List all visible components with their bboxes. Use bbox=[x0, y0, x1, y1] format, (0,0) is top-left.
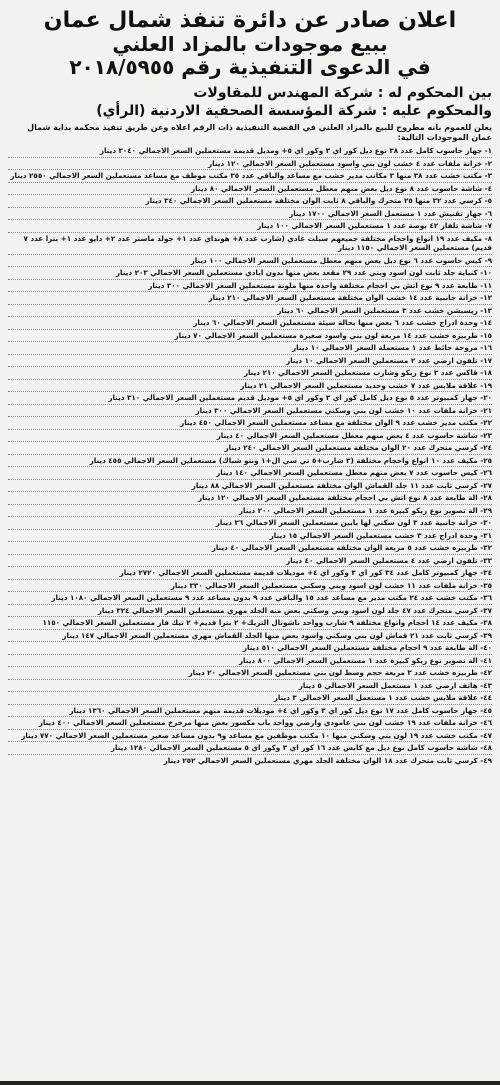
list-item: ٤٤- علاقة ملابس خشب عدد ١ مستعمل السعر الاجمالي ٣ دينار bbox=[8, 692, 492, 705]
list-item: ٣٥- خزانة ملفات عدد ١١ خشب لون اسود وبني وسكني مستعملين السعر الاجمالي ٣٣٠ دينار bbox=[8, 580, 492, 593]
items-list bbox=[8, 145, 492, 766]
announcement-title: اعلان صادر عن دائرة تنفذ شمال عمان bbox=[43, 8, 457, 33]
list-item: ١٥- طربيزه خشب عدد ١٤ مربعة لون بني واسود صغيرة مستعملين السعر الاجمالي ٧٠ دينار bbox=[8, 330, 492, 343]
list-item: ٤٢- طربيزه خشب عدد ٣ مربعة حجم وسط لون بني مستعملين السعر الاجمالي ٢٠ دينار bbox=[8, 667, 492, 680]
list-item: ١٣- ريسبشن خشب عدد ٣ مستعملين السعر الاجمالي ٦٠ دينار bbox=[8, 305, 492, 318]
list-item: ٤- شاشة حاسوب عدد ٨ نوع ديل بعض منهم معطل مستعملين السعر الاجمالي ٨٠ دينار bbox=[8, 183, 492, 196]
list-item: ٩- كيس حاسوب عدد ٦ نوع ديل بعض منهم معطل مستعملين السعر الاجمالي ١٠٠ دينار bbox=[8, 255, 492, 268]
list-item: ٢٠- جهاز كمبيوتر عدد ٥ نوع ديل كامل كور اي ٣ وكور اي ٥+ موديل قديم مستعملين السعر الاجمالي ٣١٠ دينار bbox=[8, 392, 492, 405]
list-item: ٢٤- كرسي متحرك عدد ٢٠ الوان مختلفة مستعملين السعر الاجمالي ٢٤٠ دينار bbox=[8, 442, 492, 455]
case-number: في الدعوى التنفيذية رقم ٢٠١٨/٥٩٥٥ bbox=[69, 55, 431, 80]
list-item: ٤٨- شاشة حاسوب كامل نوع ديل مع كابس عدد ١٦ كور اي ٣ وكور اي ٥ مستعملين السعر الاجمالي ١٢٨٠ دينار bbox=[8, 742, 492, 755]
list-item: ٤٥- جهاز حاسوب كامل عدد ١٧ نوع ديل كور اي ٣ وكور اي ٤+ موديلات قديمة منهم مستعملين السعر الاجمالي ١٣٦٠ دينار bbox=[8, 705, 492, 718]
list-item: ١٤- وحدة ادراج خشب عدد ٦ بعض منها بحالة سيئة مستعملين السعر الاجمالي ٦٠ دينار bbox=[8, 317, 492, 330]
list-item: ٦- جهاز تقنيش عدد ١ مستعمل السعر الاجمالي ١٧٠٠ دينار bbox=[8, 208, 492, 221]
list-item: ٣٨- مكيف عدد ١٤ احجام وانواع مختلفة ٩ شارب وواحد ناشونال التريك+ ٢ بترا قديم+ ٢ تيك فاز مستعملين السعر الاجمالي ١١٥٠ bbox=[8, 617, 492, 630]
list-item: ١٩- علاقة ملابس عدد ٧ خشب وحديد مستعملين السعر الاجمالي ٢١ دينار bbox=[8, 380, 492, 393]
list-item: ٣- مكتب خشب عدد ٣٨ منها ٣ مكاتب مدير خشب مع مساعد والباقي عدد ٣٥ مكتب موظف مع مساعد مستعملين السعر الاجمالي ٢٥٥٠ دينار bbox=[8, 170, 492, 183]
plaintiff-label: بين المحكوم له : bbox=[377, 85, 492, 102]
list-item: ٤٣- هاتف ارضي عدد ١ مستعمل السعر الاجمالي ٥ دينار bbox=[8, 680, 492, 693]
list-item: ٢٦- كيس حاسوب عدد ٧ بعض منهم معطل مستعملين السعر الاجمالي ١٤٠ دينار bbox=[8, 467, 492, 480]
defendant-label: والمحكوم عليه : bbox=[381, 103, 492, 120]
intro-paragraph: يعلن للعموم بانه مطروح للبيع بالمزاد العلني في القضية التنفيذية ذات الرقم اعلاه وعن طريق تنفيذ محكمة بداية شمال عمان الموجودات التالية: bbox=[27, 123, 492, 143]
list-item: ٤٦- خزانة ملفات عدد ١٩ خشب لون بني عامودي وارضي وواحد باب مكسور بعض منها مرخرخ مستعملين السعر الاجمالي ٤٠٠ دينار bbox=[8, 717, 492, 730]
list-item: ٧- شاشة تلفاز ٤٢ بوصة عدد ١ مستعملين السعر الاجمالي ١٠٠ دينار bbox=[8, 220, 492, 233]
list-item: ٣٦- مكتب خشب عدد ٢٤ مكتب مدير مع مساعد عدد ١٥ والباقي عدد ٩ بدون مساعد عدد ٩ مستعملين السعر الاجمالي ١٠٨٠ دينار bbox=[8, 592, 492, 605]
list-item: ٤٠- الة طابعة عدد ٩ احجام مختلفة مستعملين السعر الاجمالي ٥١٠ دينار bbox=[8, 642, 492, 655]
list-item: ٣١- وحدة ادراج عدد ٣ خشب مستعملين السعر الاجمالي ١٥ دينار bbox=[8, 530, 492, 543]
page-edge bbox=[0, 1081, 500, 1085]
list-item: ٣٩- كرسي ثابت عدد ٢١ قماش لون بني وسكني واسود بعض منها الجلد القماش مهري مستعملين السعر الاجمالي ١٤٧ دينار bbox=[8, 630, 492, 643]
list-item: ١٠- كنباية جلد ثابت لون اسود وبني عدد ٢٩ مقعد بعض منها بدون ايادي مستعملين السعر الاجمالي ٢٠٣ دينار bbox=[8, 267, 492, 280]
list-item: ٥- كرسي عدد ٣٢ منها ٢٥ متحرك والباقي ٨ ثابت الوان مختلفة مستعملين السعر الاجمالي ٣٤٠ دينار bbox=[8, 195, 492, 208]
list-item: ١٢- خزانة جانبية عدد ١٤ خشب الوان مختلفة مستعملين السعر الاجمالي ٢١٠ دينار bbox=[8, 292, 492, 305]
list-item: ١- جهاز حاسوب كامل عدد ٣٨ نوع ديل كور اي ٣ وكور اي ٥+ ومديل قديمة مستعملين السعر الاجمالي ٣٠٤٠ دينار bbox=[8, 145, 492, 158]
list-item: ٤٧- مكتب خشب عدد ١٩ لون بني وسكني منها ١٠ مكتب موظفين مع مساعد و٩ بدون مساعد صغير مستعملين السعر الاجمالي ٧٧٠ دينار bbox=[8, 730, 492, 743]
list-item: ٢- خزانة ملفات عدد ٤ خشب لون بني واسود مستعملين السعر الاجمالي ١٢٠ دينار bbox=[8, 158, 492, 171]
defendant-line bbox=[8, 103, 492, 119]
list-item: ٢٣- شاشة حاسوب عدد ٤ بعض منهم معطل مستعملين السعر الاجمالي ٤٠ دينار bbox=[8, 430, 492, 443]
plaintiff-name: شركة المهندس للمقاولات bbox=[193, 85, 373, 102]
list-item: ١٧- تلفون ارضي عدد ٢ مستعملين السعر الاجمالي ١٠ دينار bbox=[8, 355, 492, 368]
list-item: ٤١- الة تصوير نوع ريكو كبيرة عدد ١ مستعملين السعر الاجمالي ٨٠٠ دينار bbox=[8, 655, 492, 668]
list-item: ١٦- مروحة حائط عدد ١ مستعملة السعر الاجمالي ١٠ دينار bbox=[8, 342, 492, 355]
list-item: ٣٣- تلفون ارضي عدد ٤ مستعملين السعر الاجمالي ٤٠ دينار bbox=[8, 555, 492, 568]
list-item: ٣٠- خزانة جانبية عدد ٣ لون سكني لها بابين مستعملين السعر الاجمالي ٣٦ دينار bbox=[8, 517, 492, 530]
plaintiff-line bbox=[8, 85, 492, 101]
list-item: ٢١- خزانة ملفات عدد ١٠ خشب لون بني وسكني مستعملين السعر الاجمالي ٣٠٠ دينار bbox=[8, 405, 492, 418]
list-item: ٢٧- كرسي ثابت عدد ١١ جلد القماش الوان مختلفة مستعملين السعر الاجمالي ٨٨ دينار bbox=[8, 480, 492, 493]
list-item: ٢٢- مكتب مدير خشب عدد ٩ الوان مختلفة مع مساعد مستعملين السعر الاجمالي ٤٥٠ دينار bbox=[8, 417, 492, 430]
list-item: ١١- طابعة عدد ٩ نوع اتش بي احجام مختلفة واحدة منها ملونة مستعملين السعر الاجمالي ٣٠٠ دينار bbox=[8, 280, 492, 293]
parties-section bbox=[8, 85, 492, 119]
list-item: ٣٧- كرسي متحرك عدد ٤٧ جلد لون اسود وبني وسكني بعض منه الجلد مهري مستعملين السعر الاجمالي ٣٢٤ دينار bbox=[8, 605, 492, 618]
list-item: ٣٢- طربيزه خشب عدد ٥ مربعة الوان مختلفة مستعملين السعر الاجمالي ٤٠ دينار bbox=[8, 542, 492, 555]
list-item: ٣٤- جهاز كمبيوتر كامل عدد ٣٤ كور اي ٣ وكور اي ٤+ موديلات قديمة مستعملين السعر الاجمالي ٢٧٢٠ دينار bbox=[8, 567, 492, 580]
list-item: ٨- مكيف عدد ١٩ انواع واحجام مختلفة جميعهم سبلت عادي (شارب عدد ٨+ هونداي عدد ١+ جولد ماستر عدد ٢+ دايو عدد ١+ بترا عدد ٧ قديم) مستعملين السعر الاجمالي ١١٥٠ دينار bbox=[8, 233, 492, 255]
list-item: ٢٨- الة طابعة عدد ٨ نوع اتش بي احجام مختلفة مستعملين السعر الاجمالي ١٢٠ دينار bbox=[8, 492, 492, 505]
announcement-subtitle: ببيع موجودات بالمزاد العلني bbox=[112, 32, 388, 57]
list-item: ١٨- قاكس عدد ٣ نوع ريكو وشارب مستعملين السعر الاجمالي ٢١٠ دينار bbox=[8, 367, 492, 380]
defendant-name: شركة المؤسسة الصحفية الاردنية (الرأي) bbox=[96, 103, 377, 120]
list-item: ٢٩- الة تصوير نوع ريكو كبيرة عدد ١ مستعملين السعر الاجمالي ٢٠٠ دينار bbox=[8, 505, 492, 518]
list-item: ٢٥- مكيف عدد ١٠ انواع واحجام مختلفة (٣ شارب+٥ تي سي ال+١ ونتو شباك) مستعملين السعر الاجمالي ٤٥٥ دينار bbox=[8, 455, 492, 468]
list-item: ٤٩- كرسي ثابت متحرك عدد ١٨ الوان مختلفة الجلد مهري مستعملين السعر الاجمالي ٢٥٢ دينار bbox=[163, 755, 492, 765]
